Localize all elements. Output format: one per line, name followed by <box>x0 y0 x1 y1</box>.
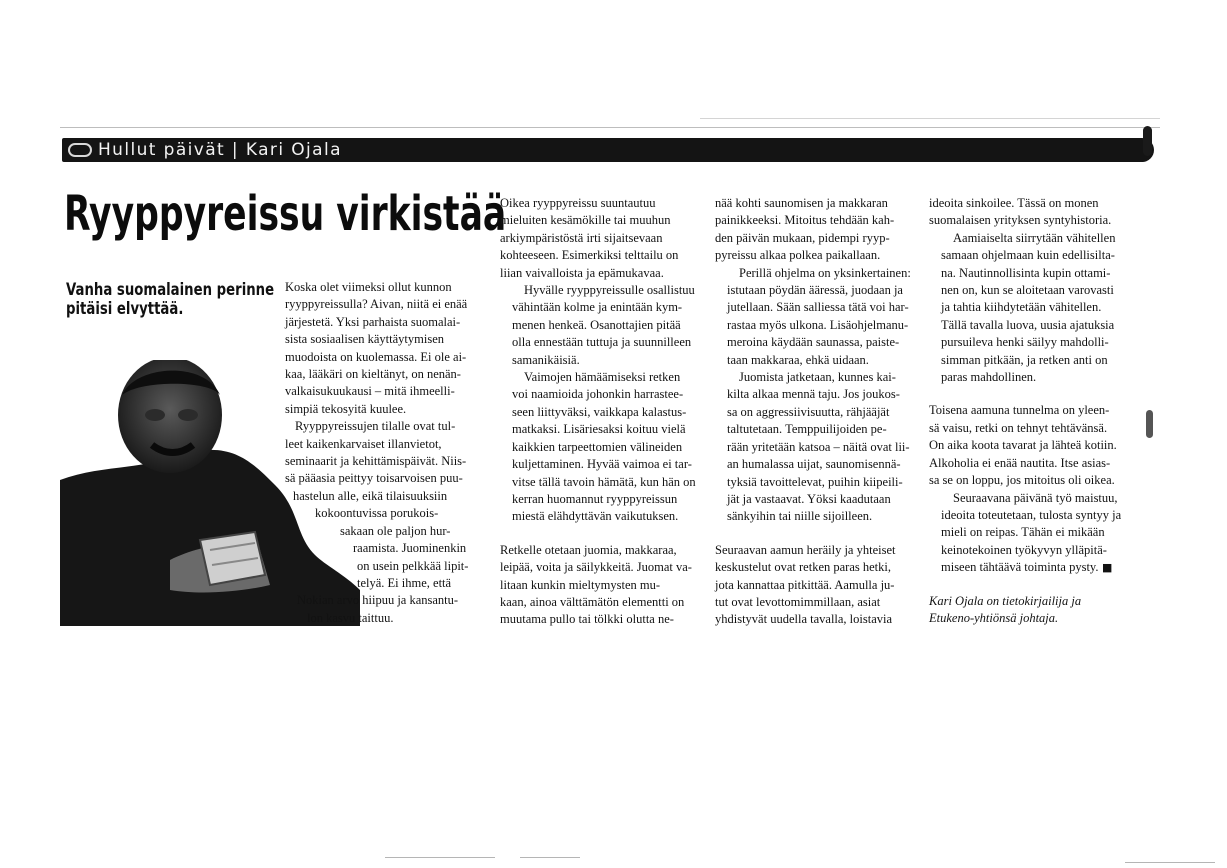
text-line: simman pitkään, ja retken anti on <box>941 352 1108 367</box>
text-line: sakaan ole paljon hur- <box>340 523 451 538</box>
text-line: Etukeno-yhtiönsä johtaja. <box>929 610 1059 625</box>
text-line: olla ennestään tuttuja ja suunnilleen <box>512 335 692 350</box>
text-line: ideoita toteutetaan, tulosta syntyy ja <box>941 507 1122 522</box>
article-end-mark: ■ <box>1098 561 1113 575</box>
text-line: samaan ohjelmaan kuin edellisilta- <box>941 248 1115 263</box>
text-line: sa on aggressiivisuutta, rähjääjät <box>727 404 890 419</box>
text-line: paras mahdollinen. <box>941 370 1037 385</box>
text-line: voi naamioida johonkin harrastee- <box>512 387 684 402</box>
text-line: muutama pullo tai tölkki olutta ne- <box>500 612 674 627</box>
section-label: Hullut päivät | Kari Ojala <box>98 140 342 160</box>
text-line: On aika koota tavarat ja lähteä kotiin. <box>929 438 1117 453</box>
text-line: on usein pelkkää lipit- <box>357 558 469 573</box>
section-logo-icon <box>68 143 92 157</box>
column-3-paragraph-1 <box>715 195 915 265</box>
binder-hole-mark <box>1143 126 1152 156</box>
column-1-text <box>285 279 485 627</box>
text-line: sista sosiaalisen käyttäytymisen <box>285 332 445 347</box>
text-line: ja tahtia kiihdytetään vähitellen. <box>941 300 1102 315</box>
text-line: den päivän mukaan, pidempi ryyp- <box>715 230 890 245</box>
column-3-paragraph-4 <box>715 542 915 629</box>
text-line: suomalaisen yrityksen syntyhistoria. <box>929 213 1112 228</box>
column-2-paragraph-1 <box>500 195 700 282</box>
text-line: rään yritetään katsoa – näitä ovat lii- <box>727 439 910 454</box>
column-3-paragraph-3 <box>715 369 915 526</box>
text-line: leipää, voita ja säilykkeitä. Juomat va- <box>500 560 692 575</box>
column-2-paragraph-2 <box>500 282 700 369</box>
text-line: Alkoholia ei enää nautita. Itse asias- <box>929 455 1111 470</box>
author-byline <box>929 593 1129 628</box>
text-line: seminaarit ja kehittämispäivät. Niis- <box>285 454 467 469</box>
text-line: leet kaikenkarvaiset illanvietot, <box>285 436 442 451</box>
column-4-paragraph-3 <box>929 402 1129 489</box>
text-line: ryyppyreissulla? Aivan, niitä ei enää <box>285 297 468 312</box>
text-line: kaan, ainoa välttämätön elementti on <box>500 594 685 609</box>
text-line: Nokian arvo hiipuu ja kansantu- <box>297 593 459 608</box>
text-line: järjestetä. Yksi parhaista suomalai- <box>285 314 461 329</box>
text-line: kokoontuvissa porukois- <box>315 506 439 521</box>
text-line: Perillä ohjelma on yksinkertainen: <box>739 265 911 280</box>
text-line: Aamiaiselta siirrytään vähitellen <box>953 230 1116 245</box>
text-line: simpiä tekosyitä kuulee. <box>285 401 407 416</box>
text-line: hastelun alle, eikä tilaisuuksiin <box>293 488 448 503</box>
text-line: kerran huomannut ryyppyreissun <box>512 491 678 506</box>
text-line: menen henkeä. Osanottajien pitää <box>512 317 681 332</box>
text-line: sä pääasia peittyy toisarvoisen puu- <box>285 471 463 486</box>
text-line: kilta alkaa mennä taju. Jos joukos- <box>727 387 900 402</box>
text-line: rastaa myös ulkona. Lisäohjelmanu- <box>727 317 909 332</box>
text-line: Seuraavan aamun heräily ja yhteiset <box>715 542 896 557</box>
text-line: Hyvälle ryyppyreissulle osallistuu <box>524 283 695 298</box>
text-line: kaikkien tarpeettomien välineiden <box>512 439 683 454</box>
text-line: keinotekoinen työkyvyn ylläpitä- <box>941 542 1107 557</box>
text-line: pyreissu alkaa polkea paikallaan. <box>715 248 881 263</box>
text-line: liian vaivalloista ja epämukavaa. <box>500 265 664 280</box>
text-line: Tällä tavalla luova, uusia ajatuksia <box>941 317 1115 332</box>
scan-line-top-2 <box>700 118 1160 119</box>
text-line: arkiympäristöstä irti sijaitsevaan <box>500 230 663 245</box>
text-line: mieluiten kesämökille tai muuhun <box>500 213 671 228</box>
text-line: kaa, lääkäri on kieltänyt, on nenän- <box>285 367 461 382</box>
article-column-2 <box>500 195 700 629</box>
column-2-paragraph-4 <box>500 542 700 629</box>
text-line: sä vaisu, retki on tehnyt tehtävänsä. <box>929 420 1108 435</box>
scan-line-top <box>60 127 1160 128</box>
text-line: telyä. Ei ihme, että <box>357 575 452 590</box>
text-line: nen on, kun se aloitetaan varovasti <box>941 283 1114 298</box>
binder-hole-mark-2 <box>1146 410 1153 438</box>
text-line: an humalassa uijat, saunomisennä- <box>727 457 901 472</box>
text-line: samanikäisiä. <box>512 352 580 367</box>
text-line: tut ovat levottomimmillaan, asiat <box>715 594 881 609</box>
text-line: vähintään kolme ja enintään kym- <box>512 300 683 315</box>
text-line: vitse tällä tavoin hämätä, kun hän on <box>512 474 696 489</box>
text-line: Vaimojen hämäämiseksi retken <box>524 370 681 385</box>
text-line: istutaan pöydän ääressä, juodaan ja <box>727 283 903 298</box>
column-4-paragraph-2 <box>929 230 1129 387</box>
text-line: valkaisukuukausi – mitä ihmeelli- <box>285 384 455 399</box>
text-line: litaan kunkin mieltymysten mu- <box>500 577 661 592</box>
article-subtitle: Vanha suomalainen perinne pitäisi elvyttää. <box>66 280 275 319</box>
text-line: muodoista on kuolemassa. Ei ole ai- <box>285 349 467 364</box>
text-line: raamista. Juominenkin <box>353 541 467 556</box>
text-line: Retkelle otetaan juomia, makkaraa, <box>500 542 677 557</box>
text-line: yhdistyvät uudella tavalla, loistavia <box>715 612 893 627</box>
text-line: seen liittyväksi, vaikkapa kalastus- <box>512 404 687 419</box>
text-line: meroina käydään saunassa, paiste- <box>727 335 900 350</box>
column-2-paragraph-3 <box>500 369 700 526</box>
text-line: miseen tähtäävä toiminta pysty. ■ <box>941 560 1113 575</box>
text-line: sänkyihin tai niille sijoilleen. <box>727 509 873 524</box>
text-line: jutellaan. Sään salliessa tätä voi har- <box>727 300 909 315</box>
text-line: na. Nautinnollisinta kupin ottami- <box>941 265 1111 280</box>
text-line: kuljettaminen. Hyvää vaimoa ei tar- <box>512 457 692 472</box>
text-line: Toisena aamuna tunnelma on yleen- <box>929 403 1110 418</box>
text-line: Seuraavana päivänä työ maistuu, <box>953 490 1118 505</box>
text-line: ideoita sinkoilee. Tässä on monen <box>929 196 1099 210</box>
text-line: painikkeeksi. Mitoitus tehdään kah- <box>715 213 895 228</box>
scan-dash-bottom-3 <box>1125 862 1215 863</box>
text-line: nää kohti saunomisen ja makkaran <box>715 196 888 210</box>
text-line: jät ja vastaavat. Yöksi kaadutaan <box>727 491 891 506</box>
article-title: Ryyppyreissu virkistää <box>64 186 507 242</box>
column-3-paragraph-2 <box>715 265 915 369</box>
column-4-paragraph-1 <box>929 195 1129 230</box>
text-line: keskustelut ovat retken paras hetki, <box>715 560 891 575</box>
text-line: sa se on loppu, jos mitoitus oli oikea. <box>929 473 1115 488</box>
text-line: miestä elähdyttävän vaikutuksen. <box>512 509 679 524</box>
scan-dash-bottom-1 <box>385 857 495 858</box>
text-line: pursuileva henki säilyy mahdolli- <box>941 335 1109 350</box>
text-line: mieli on reipas. Tähän ei mikään <box>941 525 1105 540</box>
text-line: kohteeseen. Esimerkiksi telttailu on <box>500 248 679 263</box>
text-line: lon kasvu taittuu. <box>307 610 394 625</box>
text-line: Kari Ojala on tietokirjailija ja <box>929 593 1082 608</box>
article-column-3 <box>715 195 915 629</box>
text-line: Oikea ryyppyreissu suuntautuu <box>500 196 656 210</box>
text-line: Koska olet viimeksi ollut kunnon <box>285 280 452 294</box>
article-column-1 <box>285 279 485 627</box>
text-line: jota kannattaa pitkittää. Aamulla ju- <box>715 577 895 592</box>
scan-dash-bottom-2 <box>520 857 580 858</box>
text-line: taltutetaan. Temppuilijoiden pe- <box>727 422 887 437</box>
text-line: Ryyppyreissujen tilalle ovat tul- <box>295 419 456 434</box>
column-4-paragraph-4 <box>929 490 1129 577</box>
text-line: Juomista jatketaan, kunnes kai- <box>739 370 896 385</box>
text-line: matkaksi. Lisäriesaksi koituu vielä <box>512 422 686 437</box>
article-column-4 <box>929 195 1129 627</box>
text-line: taan makkaraa, ehkä uidaan. <box>727 352 869 367</box>
text-line: tyksiä tavoittelevat, puihin kiipeili- <box>727 474 903 489</box>
